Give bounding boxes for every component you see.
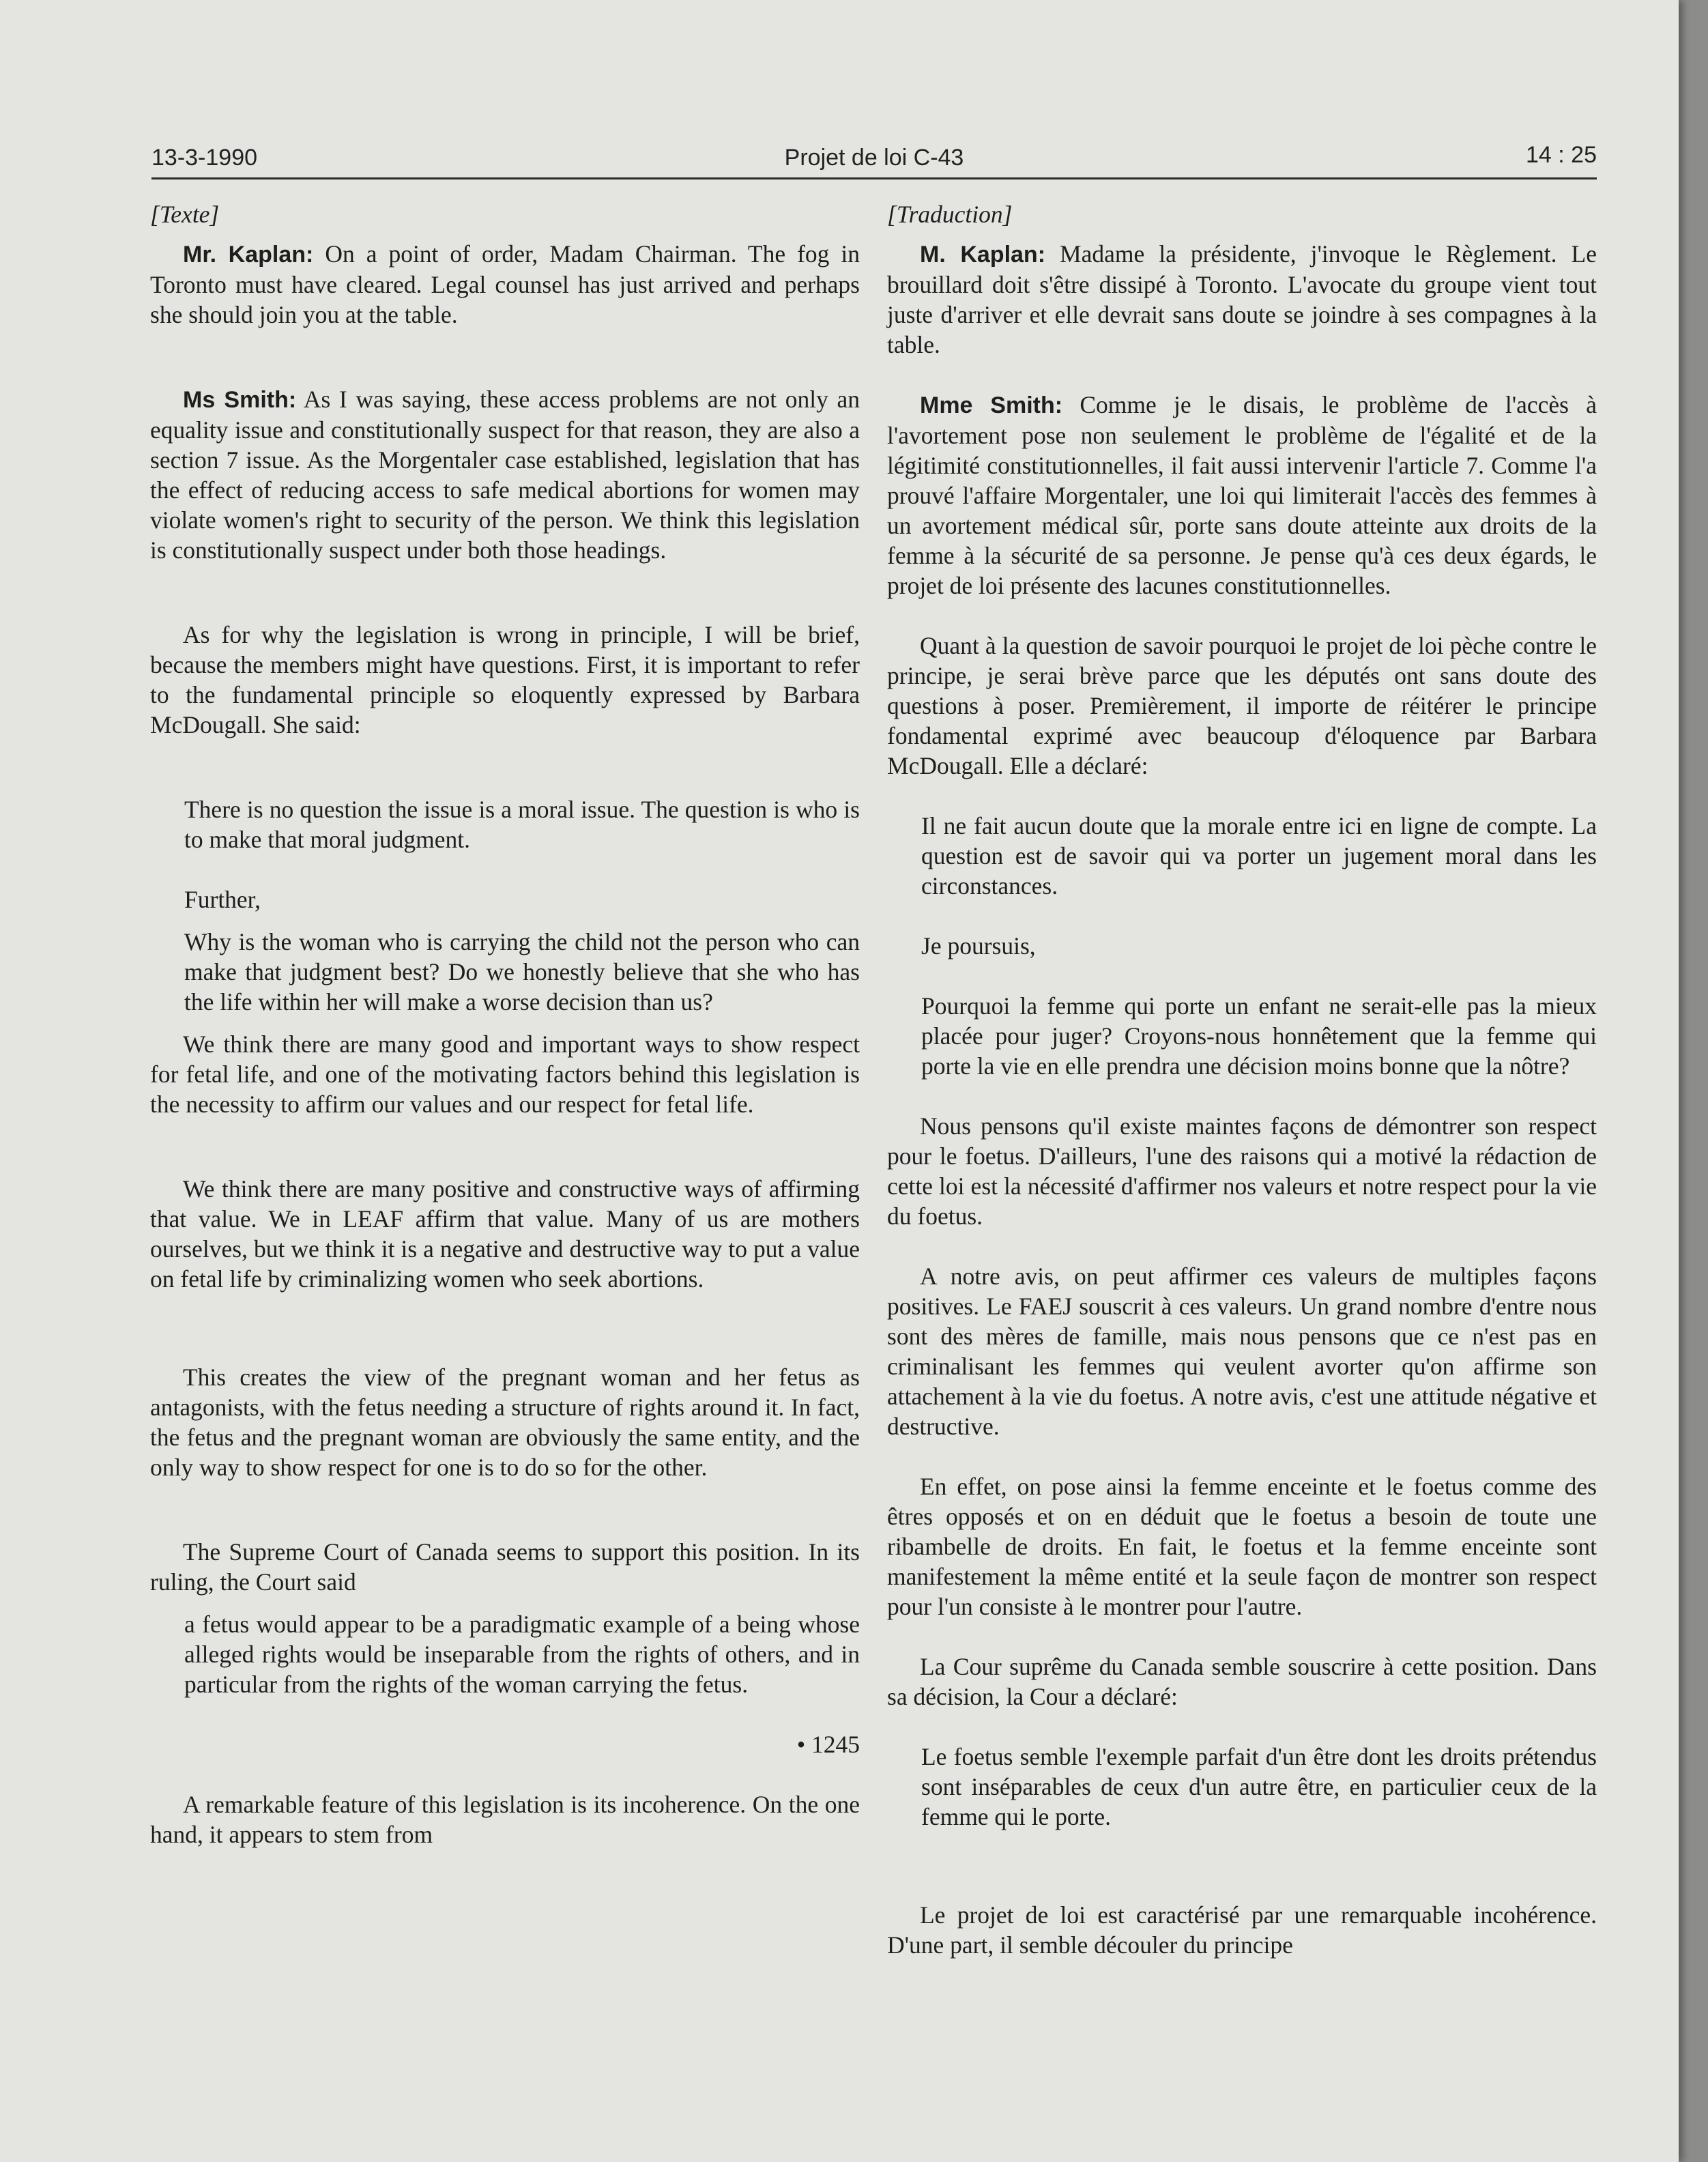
- speech-text: As I was saying, these access problems are not only an equality issue and constitutionally suspect for that reason, they are also a section 7 issue. As the Morgentaler case established, legislation that has the effect of reducing access to safe medical abortions for women may violate women's right to security of the person. We think this legislation is constitutionally suspect under both those headings.: [150, 386, 860, 564]
- speech-text: Comme je le disais, le problème de l'accès à l'avortement pose non seulement le problème de l'égalité et de la légitimité constitutionnelles, il fait aussi intervenir l'article 7. Comme l'a prouvé l'affaire Morgentaler, une loi qui limiterait l'accès des femmes à un avortement médical sûr, porte sans doute atteinte aux droits de la femme à la sécurité de sa personne. Je pense qu'à ces deux égards, le projet de loi présente des lacunes constitutionnelles.: [887, 391, 1597, 599]
- header-page-ref: 14 : 25: [1526, 142, 1597, 168]
- block-quote: Pourquoi la femme qui porte un enfant ne serait-elle pas la mieux placée pour juger? Croyons-nous honnêtement que la femme qui porte la vie en elle prendra une décision moins bonne que la nôtre?: [921, 992, 1597, 1080]
- paragraph: A remarkable feature of this legislation is its incoherence. On the one hand, it appears to stem from: [150, 1791, 860, 1848]
- block-quote: Le foetus semble l'exemple parfait d'un être dont les droits prétendus sont inséparables de ceux d'un autre être, en particulier ceux de la femme qui le porte.: [921, 1743, 1597, 1830]
- english-column: [150, 199, 860, 2042]
- paragraph: [887, 239, 1597, 360]
- speaker-name: Mr. Kaplan:: [183, 242, 314, 268]
- time-marker: • 1245: [796, 1731, 860, 1758]
- speech-text: Madame la présidente, j'invoque le Règlement. Le brouillard doit s'être dissipé à Toronto. L'avocate du groupe vient tout juste d'arriver et elle devrait sans doute se joindre à ses compagnes à la table.: [887, 240, 1597, 358]
- block-quote: There is no question the issue is a moral issue. The question is who is to make that moral judgment.: [184, 796, 860, 853]
- quote-connector: Further,: [184, 886, 261, 913]
- paragraph: [150, 384, 860, 565]
- column-label: [Texte]: [150, 201, 220, 228]
- column-label: [Traduction]: [887, 201, 1013, 228]
- speaker-name: M. Kaplan:: [920, 242, 1046, 268]
- paragraph: La Cour suprême du Canada semble souscrire à cette position. Dans sa décision, la Cour a déclaré:: [887, 1653, 1597, 1710]
- paragraph: This creates the view of the pregnant woman and her fetus as antagonists, with the fetus needing a structure of rights around it. In fact, the fetus and the pregnant woman are obviously the same entity, and the only way to show respect for one is to do so for the other.: [150, 1364, 860, 1481]
- block-quote: a fetus would appear to be a paradigmatic example of a being whose alleged rights would be inseparable from the rights of others, and in particular from the rights of the woman carrying the fetus.: [184, 1611, 860, 1698]
- quote-connector: Je poursuis,: [921, 932, 1036, 960]
- speaker-name: Mme Smith:: [920, 392, 1063, 418]
- paragraph: We think there are many positive and constructive ways of affirming that value. We in LEAF affirm that value. Many of us are mothers ourselves, but we think it is a negative and destructive way to put a value on fetal life by criminalizing women who seek abortions.: [150, 1175, 860, 1293]
- speaker-name: Ms Smith:: [183, 387, 297, 413]
- header-rule: [151, 177, 1597, 179]
- paragraph: We think there are many good and important ways to show respect for fetal life, and one of the motivating factors behind this legislation is the necessity to affirm our values and our respect for fetal life.: [150, 1030, 860, 1118]
- paragraph: Quant à la question de savoir pourquoi le projet de loi pèche contre le principe, je serai brève parce que les députés ont sans doute des questions à poser. Premièrement, il importe de réitérer le principe fondamental exprimé avec beaucoup d'éloquence par Barbara McDougall. Elle a déclaré:: [887, 632, 1597, 779]
- paragraph: Le projet de loi est caractérisé par une remarquable incohérence. D'une part, il semble découler du principe: [887, 1901, 1597, 1959]
- paragraph: Nous pensons qu'il existe maintes façons de démontrer son respect pour le foetus. D'ailleurs, l'une des raisons qui a motivé la rédaction de cette loi est la nécessité d'affirmer nos valeurs et notre respect pour la vie du foetus.: [887, 1112, 1597, 1230]
- paragraph: [150, 239, 860, 330]
- speech-text: On a point of order, Madam Chairman. The fog in Toronto must have cleared. Legal counsel has just arrived and perhaps she should join you at the table.: [150, 240, 860, 328]
- header-title: Projet de loi C-43: [784, 145, 964, 171]
- paragraph: A notre avis, on peut affirmer ces valeurs de multiples façons positives. Le FAEJ souscrit à ces valeurs. Un grand nombre d'entre nous sont des mères de famille, mais nous pensons que ce n'est pas en criminalisant les femmes qui veulent avorter qu'on affirme son attachement à la vie du foetus. A notre avis, c'est une attitude négative et destructive.: [887, 1263, 1597, 1440]
- paragraph: The Supreme Court of Canada seems to support this position. In its ruling, the Court said: [150, 1538, 860, 1596]
- french-column: [887, 199, 1597, 2042]
- paragraph: [887, 390, 1597, 601]
- paragraph: En effet, on pose ainsi la femme enceinte et le foetus comme des êtres opposés et on en déduit que le foetus a besoin de toute une ribambelle de droits. En fait, le foetus et la femme enceinte sont manifestement la même entité et la seule façon de montrer son respect pour l'un consiste à le montrer pour l'autre.: [887, 1473, 1597, 1620]
- block-quote: Why is the woman who is carrying the child not the person who can make that judgment best? Do we honestly believe that she who has the life within her will make a worse decision than us?: [184, 928, 860, 1015]
- page-header: [151, 136, 1597, 175]
- header-date: 13-3-1990: [151, 145, 258, 171]
- block-quote: Il ne fait aucun doute que la morale entre ici en ligne de compte. La question est de savoir qui va porter un jugement moral dans les circonstances.: [921, 812, 1597, 899]
- paragraph: As for why the legislation is wrong in principle, I will be brief, because the members might have questions. First, it is important to refer to the fundamental principle so eloquently expressed by Barbara McDougall. She said:: [150, 621, 860, 738]
